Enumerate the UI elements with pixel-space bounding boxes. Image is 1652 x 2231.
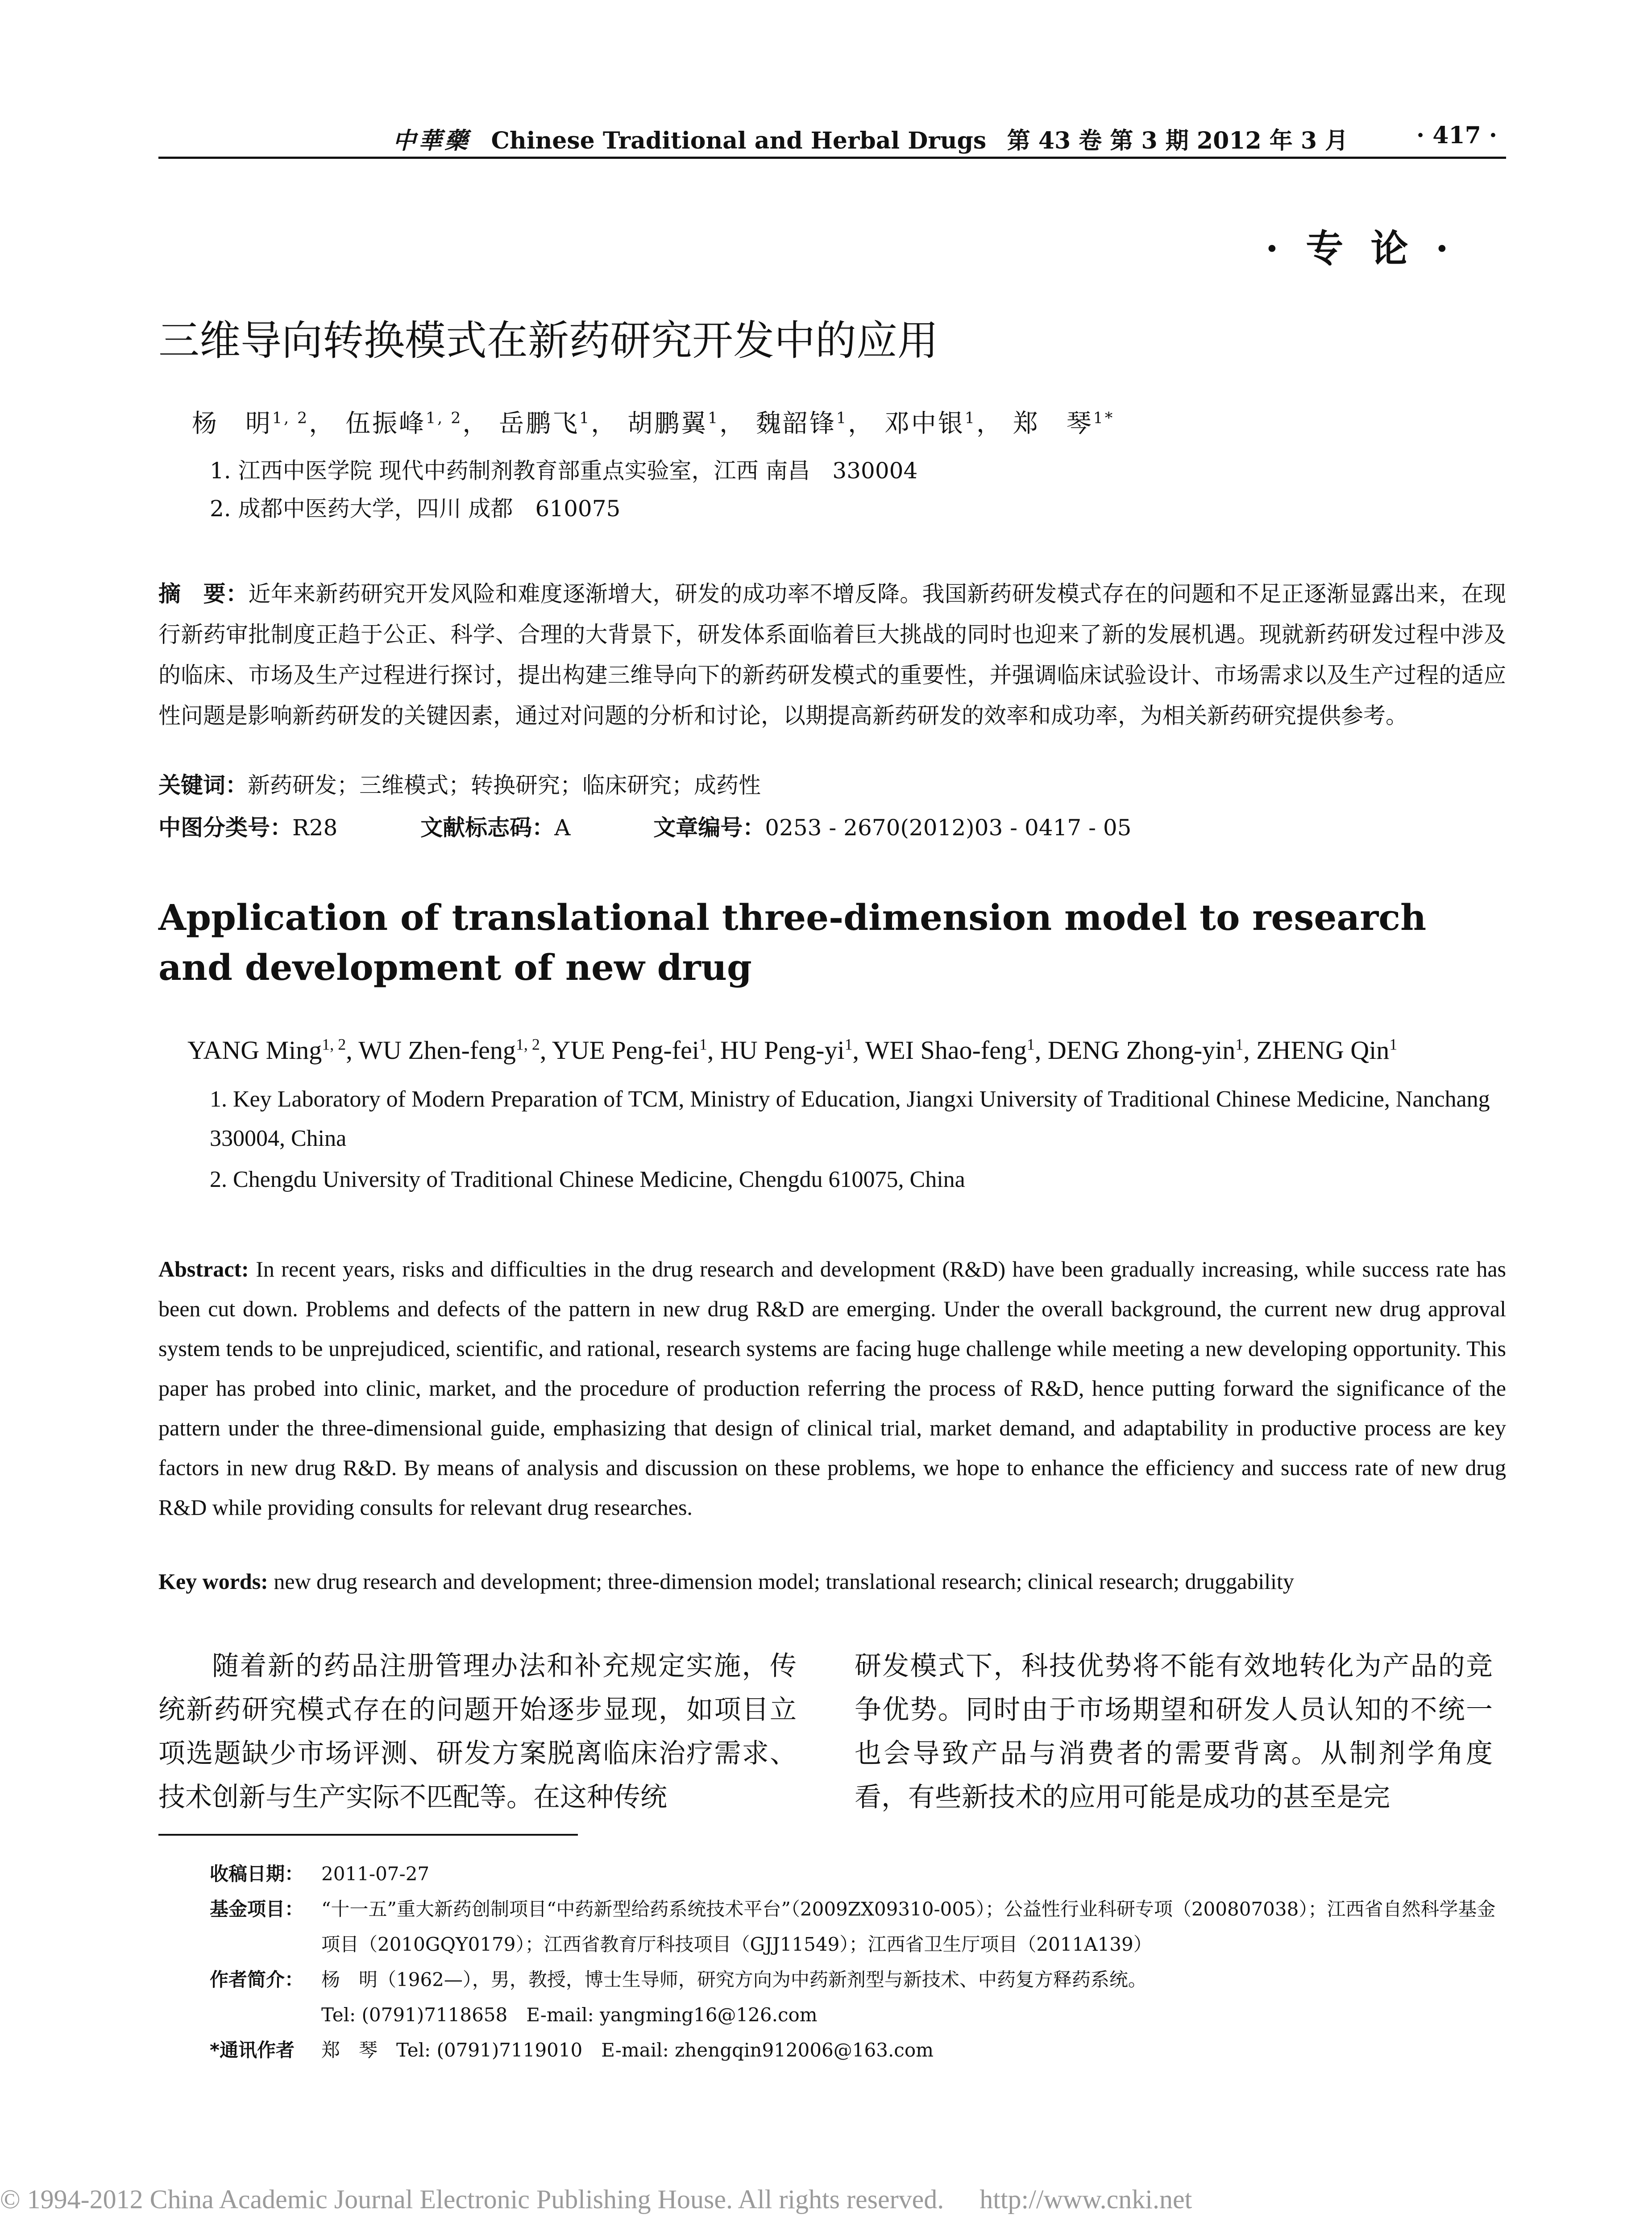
received-value: 2011-07-27 (321, 1863, 430, 1885)
abstract-cn-text: 近年来新药研究开发风险和难度逐渐增大，研发的成功率不增反降。我国新药研发模式存在的问题和不足正逐渐显露出来，在现行新药审批制度正趋于公正、科学、合理的大背景下，研发体系面临着巨大挑战的同时也迎来了新的发展机遇。现就新药研发过程中涉及的临床、市场及生产过程进行探讨，提出构建三维导向下的新药研发模式的重要性，并强调临床试验设计、市场需求以及生产过程的适应性问题是影响新药研发的关键因素，通过对问题的分析和讨论，以期提高新药研发的效率和成功率，为相关新药研究提供参考。 (158, 581, 1507, 729)
article-no-value: 0253 - 2670(2012)03 - 0417 - 05 (765, 815, 1132, 841)
keywords-en-text: new drug research and development; three-dimension model; translational research; clinical research; druggability (274, 1569, 1294, 1594)
authors-en: YANG Ming$^{1, 2}$, WU Zhen-feng$^{1, 2}$, YUE Peng-fei$^1$, HU Peng-$yi^1$, WEI Shao-feng$^1$, DENG Zhong-yin$^1$, ZHENG Qin$^1$ (187, 1036, 1398, 1065)
journal-name (393, 122, 1348, 155)
abstract-en-text: In recent years, risks and difficulties in the drug research and development (R&D) have been gradually increasing, while success rate has been cut down. Problems and defects of the pattern in new drug R&D are emerging. Under the overall background, the current new drug approval system tends to be unprejudiced, scientific, and rational, research systems are facing huge challenge while meeting a new developing opportunity. This paper has probed into clinic, market, and the procedure of production referring the process of R&D, hence putting forward the significance of the pattern under the three-dimensional guide, emphasizing that design of clinical trial, market demand, and adaptability in productive process are key factors in new drug R&D. By means of analysis and discussion on these problems, we hope to enhance the efficiency and success rate of new drug R&D while providing consults for relevant drug researches. (158, 1256, 1507, 1520)
author: 魏韶锋$^1$ (755, 409, 848, 438)
author: ZHENG Qin$^1$ (1256, 1036, 1398, 1065)
keywords-cn-label: 关键词： (158, 772, 248, 798)
body-column-right (855, 1644, 1493, 1819)
classification-row (158, 810, 1132, 842)
bio-contact: Tel: (0791)7118658 E-mail: yangming16@126.com (321, 2004, 818, 2026)
fund-label: 基金项目： (210, 1898, 304, 1920)
corresponding-value: 郑 琴 Tel: (0791)7119010 E-mail: zhengqin912006@163.com (321, 2039, 934, 2061)
footnote-fund (210, 1891, 1504, 1962)
header-rule (158, 157, 1506, 159)
clc-value: R28 (292, 815, 338, 841)
author: 岳鹏飞$^1$ (499, 409, 591, 438)
abstract-en (158, 1249, 1506, 1527)
abstract-cn (158, 573, 1506, 736)
running-header (158, 114, 1506, 163)
copyright-url: http://www.cnki.net (980, 2185, 1192, 2214)
keywords-en-label: Key words: (158, 1569, 268, 1594)
doc-code-label: 文献标志码： (420, 814, 555, 841)
bio-label: 作者简介： (210, 1969, 304, 1990)
author: HU Peng-$yi^1$ (720, 1036, 853, 1065)
fund-value: “十一五”重大新药创制项目“中药新型给药系统技术平台”（2009ZX09310-005）；公益性行业科研专项（200807038）；江西省自然科学基金项目（2010GQY0179）；江西省教育厅科技项目（GJJ11549）；江西省卫生厅项目（2011A139） (321, 1898, 1496, 1955)
author: YANG Ming$^{1, 2}$ (187, 1036, 346, 1065)
author: 邓中银$^1$ (884, 409, 976, 438)
footnote-bio (210, 1962, 1504, 2032)
affiliation-cn-2: 2. 成都中医药大学，四川 成都 610075 (210, 496, 621, 522)
received-label: 收稿日期： (210, 1863, 304, 1885)
author: 伍振峰$^{1, 2}$ (345, 409, 463, 438)
footnotes (210, 1856, 1504, 2068)
author: 郑 琴$^{1*}$ (1013, 409, 1115, 438)
corresponding-label: *通讯作者 (210, 2039, 295, 2061)
title-cn: 三维导向转换模式在新药研究开发中的应用 (158, 317, 939, 365)
copyright-text: © 1994-2012 China Academic Journal Electronic Publishing House. All rights reserved. (0, 2185, 944, 2214)
author: WEI Shao-feng$^1$ (865, 1036, 1035, 1065)
journal-name-en: Chinese Traditional and Herbal Drugs (491, 127, 987, 154)
issue-info: 第 43 卷 第 3 期 2012 年 3 月 (1007, 127, 1349, 154)
title-en: Application of translational three-dimension model to research and development of new drug (158, 896, 1427, 988)
article-no-label: 文章编号： (653, 814, 765, 841)
keywords-en (158, 1568, 1506, 1594)
section-label: · 专 论 · (1265, 226, 1456, 270)
affiliation-en-1: 1. Key Laboratory of Modern Preparation of TCM, Ministry of Education, Jiangxi University of Traditional Chinese Medicine, Nanchang 330004, China (210, 1086, 1490, 1151)
author: 杨 明$^{1, 2}$ (192, 409, 309, 438)
author: YUE Peng-fei$^1$ (552, 1036, 707, 1065)
author: WU Zhen-feng$^{1, 2}$ (358, 1036, 540, 1065)
footnote-rule (158, 1834, 578, 1836)
author: 胡鹏翼$^1$ (627, 409, 720, 438)
page-number: · 417 · (1416, 122, 1497, 149)
keywords-cn (158, 767, 761, 800)
journal-name-cn: 中華藥 (393, 127, 471, 154)
affiliation-cn-1: 1. 江西中医学院 现代中药制剂教育部重点实验室，江西 南昌 330004 (210, 458, 918, 484)
keywords-cn-text: 新药研发；三维模式；转换研究；临床研究；成药性 (248, 772, 761, 798)
clc-label: 中图分类号： (158, 814, 292, 841)
body-column-left (158, 1644, 797, 1819)
body-paragraph: 研发模式下，科技优势将不能有效地转化为产品的竞争优势。同时由于市场期望和研发人员认知的不统一也会导致产品与消费者的需要背离。从制剂学角度看，有些新技术的应用可能是成功的甚至是完 (855, 1650, 1493, 1813)
footnote-received (210, 1856, 1504, 1891)
abstract-cn-label: 摘 要： (158, 581, 249, 607)
body-paragraph: 随着新的药品注册管理办法和补充规定实施，传统新药研究模式存在的问题开始逐步显现，如项目立项选题缺少市场评测、研发方案脱离临床治疗需求、技术创新与生产实际不匹配等。在这种传统 (158, 1650, 797, 1813)
copyright-notice (0, 2184, 1192, 2215)
authors-cn: 杨 明$^{1, 2}$， 伍振峰$^{1, 2}$， 岳鹏飞$^1$， 胡鹏翼$^1$， 魏韶锋$^1$， 邓中银$^1$， 郑 琴$^{1*}$ (192, 409, 1115, 438)
affiliation-en-2: 2. Chengdu University of Traditional Chinese Medicine, Chengdu 610075, China (210, 1167, 965, 1192)
doc-code-value: A (554, 815, 571, 841)
author: DENG Zhong-yin$^1$ (1047, 1036, 1244, 1065)
abstract-en-label: Abstract: (158, 1256, 249, 1281)
bio-value: 杨 明（1962—），男，教授，博士生导师，研究方向为中药新剂型与新技术、中药复方释药系统。 (321, 1969, 1147, 1990)
footnote-corresponding (210, 2032, 1504, 2068)
